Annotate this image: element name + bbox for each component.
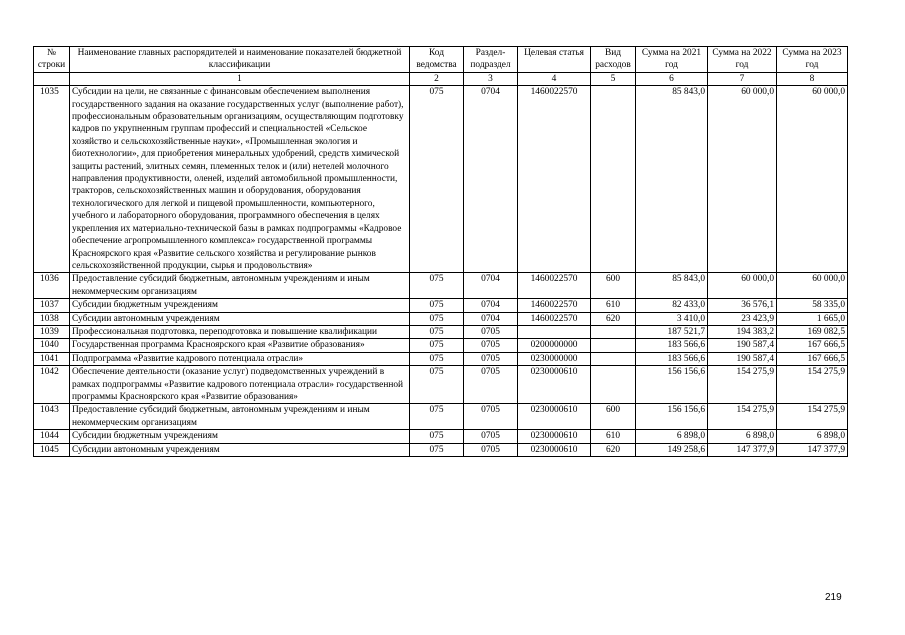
row-sum-2021: 183 566,6 <box>636 339 708 352</box>
row-name: Подпрограмма «Развитие кадрового потенциала отрасли» <box>70 352 410 365</box>
row-name: Профессиональная подготовка, переподготовка и повышение квалификации <box>70 325 410 338</box>
row-expense-type: 600 <box>591 404 636 430</box>
page-number: 219 <box>825 592 842 603</box>
budget-table <box>33 46 848 457</box>
row-target: 0200000000 <box>518 339 591 352</box>
table-row <box>34 443 848 456</box>
row-sum-2022: 147 377,9 <box>708 443 777 456</box>
row-sum-2022: 154 275,9 <box>708 366 777 404</box>
header-row-no: № строки <box>34 47 70 73</box>
table-row <box>34 339 848 352</box>
row-expense-type: 600 <box>591 273 636 299</box>
row-sum-2023: 154 275,9 <box>777 404 848 430</box>
row-target <box>518 325 591 338</box>
row-section: 0704 <box>464 273 518 299</box>
row-sum-2023: 1 665,0 <box>777 312 848 325</box>
row-number: 1036 <box>34 273 70 299</box>
row-number: 1035 <box>34 86 70 273</box>
col-number: 4 <box>518 72 591 85</box>
row-sum-2023: 60 000,0 <box>777 86 848 273</box>
row-dept-code: 075 <box>410 430 464 443</box>
row-sum-2022: 190 587,4 <box>708 352 777 365</box>
row-dept-code: 075 <box>410 352 464 365</box>
row-sum-2023: 167 666,5 <box>777 352 848 365</box>
row-number: 1039 <box>34 325 70 338</box>
row-dept-code: 075 <box>410 86 464 273</box>
col-number: 6 <box>636 72 708 85</box>
row-number: 1045 <box>34 443 70 456</box>
row-sum-2022: 6 898,0 <box>708 430 777 443</box>
row-sum-2021: 156 156,6 <box>636 366 708 404</box>
row-sum-2023: 58 335,0 <box>777 299 848 312</box>
row-target: 0230000610 <box>518 443 591 456</box>
row-sum-2022: 190 587,4 <box>708 339 777 352</box>
header-name: Наименование главных распорядителей и наименование показателей бюджетной классификации <box>70 47 410 73</box>
row-name: Государственная программа Красноярского края «Развитие образования» <box>70 339 410 352</box>
header-sum-2023: Сумма на 2023 год <box>777 47 848 73</box>
col-number: 2 <box>410 72 464 85</box>
row-section: 0705 <box>464 366 518 404</box>
row-dept-code: 075 <box>410 312 464 325</box>
row-sum-2022: 194 383,2 <box>708 325 777 338</box>
row-number: 1040 <box>34 339 70 352</box>
row-sum-2021: 183 566,6 <box>636 352 708 365</box>
table-row <box>34 273 848 299</box>
row-sum-2021: 82 433,0 <box>636 299 708 312</box>
row-section: 0704 <box>464 299 518 312</box>
header-sum-2022: Сумма на 2022 год <box>708 47 777 73</box>
row-expense-type: 620 <box>591 312 636 325</box>
row-number: 1041 <box>34 352 70 365</box>
header-section: Раздел-подраздел <box>464 47 518 73</box>
row-dept-code: 075 <box>410 299 464 312</box>
row-section: 0705 <box>464 443 518 456</box>
row-dept-code: 075 <box>410 443 464 456</box>
row-expense-type: 610 <box>591 299 636 312</box>
row-dept-code: 075 <box>410 404 464 430</box>
row-sum-2022: 60 000,0 <box>708 86 777 273</box>
row-sum-2021: 3 410,0 <box>636 312 708 325</box>
row-expense-type <box>591 352 636 365</box>
row-section: 0705 <box>464 325 518 338</box>
row-expense-type <box>591 339 636 352</box>
row-sum-2022: 154 275,9 <box>708 404 777 430</box>
row-expense-type <box>591 366 636 404</box>
row-number: 1037 <box>34 299 70 312</box>
row-section: 0705 <box>464 404 518 430</box>
row-sum-2021: 85 843,0 <box>636 86 708 273</box>
row-sum-2023: 60 000,0 <box>777 273 848 299</box>
header-target: Целевая статья <box>518 47 591 73</box>
row-target: 0230000610 <box>518 366 591 404</box>
col-number: 7 <box>708 72 777 85</box>
column-numbers-row <box>34 72 848 85</box>
table-row <box>34 299 848 312</box>
row-number: 1042 <box>34 366 70 404</box>
row-section: 0705 <box>464 352 518 365</box>
row-name: Предоставление субсидий бюджетным, автономным учреждениям и иным некоммерческим организациям <box>70 404 410 430</box>
table-row <box>34 86 848 273</box>
row-sum-2021: 149 258,6 <box>636 443 708 456</box>
header-sum-2021: Сумма на 2021 год <box>636 47 708 73</box>
row-name: Субсидии на цели, не связанные с финансовым обеспечением выполнения государственного задания на оказание государственных услуг (выполнение работ), профессиональным образовательным организациям, осуществляющим подготовку кадров по укрупненным группам профессий и специальностей «Сельское хозяйство и сельскохозяйственные науки», «Промышленная экология и биотехнологии», для приобретения минеральных удобрений, средств химической защиты растений, элитных семян, племенных телок и (или) нетелей молочного направления продуктивности, оленей, изделий автомобильной промышленности, тракторов, сельскохозяйственных машин и оборудования, оборудования технологического для легкой и пищевой промышленности, компьютерного, учебного и лабораторного оборудования, программного обеспечения в целях укрепления их материально-технической базы в рамках подпрограммы «Кадровое обеспечение агропромышленного комплекса» государственной программы Красноярского края «Развитие сельского хозяйства и регулирование рынков сельскохозяйственной продукции, сырья и продовольствия» <box>70 86 410 273</box>
row-expense-type: 610 <box>591 430 636 443</box>
header-dept-code: Код ведомства <box>410 47 464 73</box>
row-number: 1044 <box>34 430 70 443</box>
row-number: 1043 <box>34 404 70 430</box>
col-number: 5 <box>591 72 636 85</box>
header-row <box>34 47 848 73</box>
row-sum-2023: 147 377,9 <box>777 443 848 456</box>
col-number: 3 <box>464 72 518 85</box>
row-sum-2021: 85 843,0 <box>636 273 708 299</box>
row-dept-code: 075 <box>410 273 464 299</box>
row-target: 1460022570 <box>518 86 591 273</box>
row-sum-2021: 6 898,0 <box>636 430 708 443</box>
row-sum-2023: 169 082,5 <box>777 325 848 338</box>
row-target: 0230000610 <box>518 430 591 443</box>
row-target: 1460022570 <box>518 312 591 325</box>
row-section: 0705 <box>464 339 518 352</box>
row-section: 0704 <box>464 312 518 325</box>
row-target: 0230000610 <box>518 404 591 430</box>
row-number: 1038 <box>34 312 70 325</box>
row-target: 0230000000 <box>518 352 591 365</box>
row-name: Субсидии автономным учреждениям <box>70 443 410 456</box>
row-name: Субсидии бюджетным учреждениям <box>70 299 410 312</box>
row-section: 0704 <box>464 86 518 273</box>
row-target: 1460022570 <box>518 299 591 312</box>
row-name: Предоставление субсидий бюджетным, автономным учреждениям и иным некоммерческим организациям <box>70 273 410 299</box>
row-target: 1460022570 <box>518 273 591 299</box>
row-sum-2021: 187 521,7 <box>636 325 708 338</box>
row-section: 0705 <box>464 430 518 443</box>
row-expense-type <box>591 86 636 273</box>
header-expense-type: Вид расходов <box>591 47 636 73</box>
row-sum-2022: 60 000,0 <box>708 273 777 299</box>
row-expense-type: 620 <box>591 443 636 456</box>
col-number: 8 <box>777 72 848 85</box>
row-name: Обеспечение деятельности (оказание услуг) подведомственных учреждений в рамках подпрограммы «Развитие кадрового потенциала отрасли» государственной программы Красноярского края «Развитие образования» <box>70 366 410 404</box>
row-dept-code: 075 <box>410 366 464 404</box>
row-dept-code: 075 <box>410 339 464 352</box>
row-expense-type <box>591 325 636 338</box>
table-row <box>34 352 848 365</box>
table-row <box>34 312 848 325</box>
row-name: Субсидии бюджетным учреждениям <box>70 430 410 443</box>
col-number: 1 <box>70 72 410 85</box>
table-row <box>34 430 848 443</box>
row-sum-2023: 154 275,9 <box>777 366 848 404</box>
row-name: Субсидии автономным учреждениям <box>70 312 410 325</box>
row-sum-2022: 23 423,9 <box>708 312 777 325</box>
table-row <box>34 366 848 404</box>
row-sum-2022: 36 576,1 <box>708 299 777 312</box>
table-row <box>34 404 848 430</box>
row-sum-2023: 6 898,0 <box>777 430 848 443</box>
row-sum-2021: 156 156,6 <box>636 404 708 430</box>
row-sum-2023: 167 666,5 <box>777 339 848 352</box>
table-row <box>34 325 848 338</box>
row-dept-code: 075 <box>410 325 464 338</box>
col-number <box>34 72 70 85</box>
